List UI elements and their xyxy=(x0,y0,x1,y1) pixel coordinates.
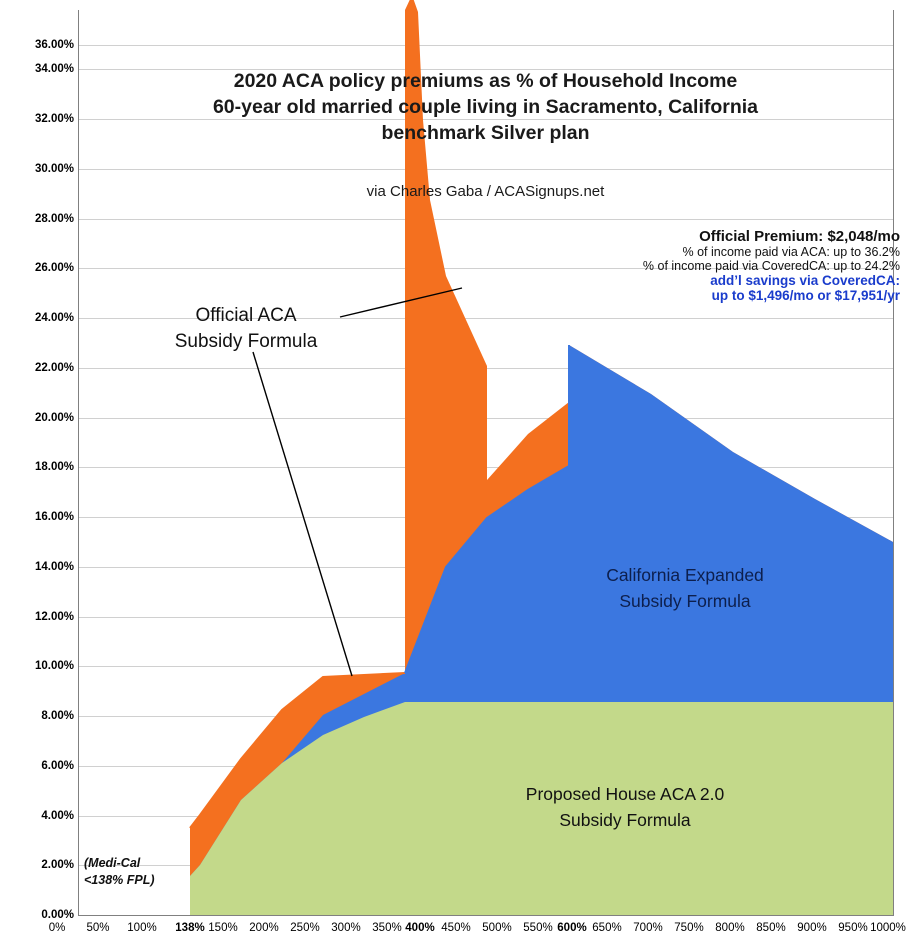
x-tick-label: 650% xyxy=(592,922,622,934)
y-tick-label: 0.00% xyxy=(41,909,74,921)
y-tick-label: 16.00% xyxy=(34,511,74,523)
y-tick-label: 12.00% xyxy=(34,611,74,623)
y-tick-label: 32.00% xyxy=(34,113,74,125)
x-tick-label: 600% xyxy=(557,922,587,934)
label-medi-cal xyxy=(84,855,194,889)
savings-line2: up to $1,496/mo or $17,951/yr xyxy=(711,288,900,303)
label-official-aca-line1: Official ACA xyxy=(195,305,297,326)
chart-title-line2: 60-year old married couple living in Sacramento, California xyxy=(212,96,759,118)
label-house-aca20 xyxy=(455,781,795,833)
label-house-aca20-line2: Subsidy Formula xyxy=(559,810,691,830)
x-tick-label: 200% xyxy=(249,922,279,934)
x-tick-label: 1000% xyxy=(870,922,906,934)
x-tick-label: 0% xyxy=(48,922,66,934)
label-medi-cal-line1: (Medi-Cal xyxy=(84,856,141,870)
label-official-aca-line2: Subsidy Formula xyxy=(174,331,318,352)
x-tick-label: 800% xyxy=(715,922,745,934)
x-tick-label: 500% xyxy=(482,922,512,934)
y-tick-label: 18.00% xyxy=(34,461,74,473)
chart-title-line1: 2020 ACA policy premiums as % of Household Income xyxy=(233,70,738,92)
y-tick-label: 6.00% xyxy=(41,760,74,772)
chart-title xyxy=(78,68,893,146)
y-tick-label: 24.00% xyxy=(34,312,74,324)
x-tick-label: 850% xyxy=(756,922,786,934)
y-tick-label: 34.00% xyxy=(34,63,74,75)
leader-line-aca-low xyxy=(253,352,352,676)
x-tick-label: 400% xyxy=(405,922,435,934)
label-california-expanded-line2: Subsidy Formula xyxy=(619,591,751,611)
y-axis-right xyxy=(893,10,894,915)
label-official-aca xyxy=(136,303,356,355)
chart-title-line3: benchmark Silver plan xyxy=(381,122,590,144)
x-tick-label: 550% xyxy=(523,922,553,934)
official-premium-text: Official Premium: $2,048/mo xyxy=(699,228,900,245)
x-tick-label: 100% xyxy=(127,922,157,934)
y-tick-label: 26.00% xyxy=(34,262,74,274)
label-california-expanded-line1: California Expanded xyxy=(606,565,764,585)
x-tick-label: 50% xyxy=(86,922,110,934)
x-tick-label: 950% xyxy=(838,922,868,934)
y-tick-label: 10.00% xyxy=(34,660,74,672)
x-tick-label: 700% xyxy=(633,922,663,934)
y-tick-label: 20.00% xyxy=(34,412,74,424)
x-tick-label: 150% xyxy=(208,922,238,934)
pct-income-coveredca-text: % of income paid via CoveredCA: up to 24.2% xyxy=(642,259,900,273)
y-tick-label: 8.00% xyxy=(41,710,74,722)
label-california-expanded xyxy=(540,562,830,614)
savings-line1: add’l savings via CoveredCA: xyxy=(710,273,900,288)
x-tick-label: 250% xyxy=(290,922,320,934)
premium-callout xyxy=(570,228,900,303)
y-tick-label: 30.00% xyxy=(34,163,74,175)
x-tick-label: 900% xyxy=(797,922,827,934)
y-tick-label: 36.00% xyxy=(34,39,74,51)
label-medi-cal-line2: <138% FPL) xyxy=(84,873,155,887)
y-tick-label: 4.00% xyxy=(41,810,74,822)
x-tick-label: 300% xyxy=(331,922,361,934)
x-tick-label: 750% xyxy=(674,922,704,934)
x-tick-label: 450% xyxy=(441,922,471,934)
x-tick-label: 138% xyxy=(175,922,205,934)
x-tick-label: 350% xyxy=(372,922,402,934)
y-tick-label: 22.00% xyxy=(34,362,74,374)
y-tick-label: 2.00% xyxy=(41,859,74,871)
y-tick-label: 28.00% xyxy=(34,213,74,225)
chart-subtitle: via Charles Gaba / ACASignups.net xyxy=(366,183,605,200)
pct-income-aca-text: % of income paid via ACA: up to 36.2% xyxy=(682,245,900,259)
label-house-aca20-line1: Proposed House ACA 2.0 xyxy=(525,784,725,804)
x-axis xyxy=(78,915,894,916)
y-tick-label: 14.00% xyxy=(34,561,74,573)
